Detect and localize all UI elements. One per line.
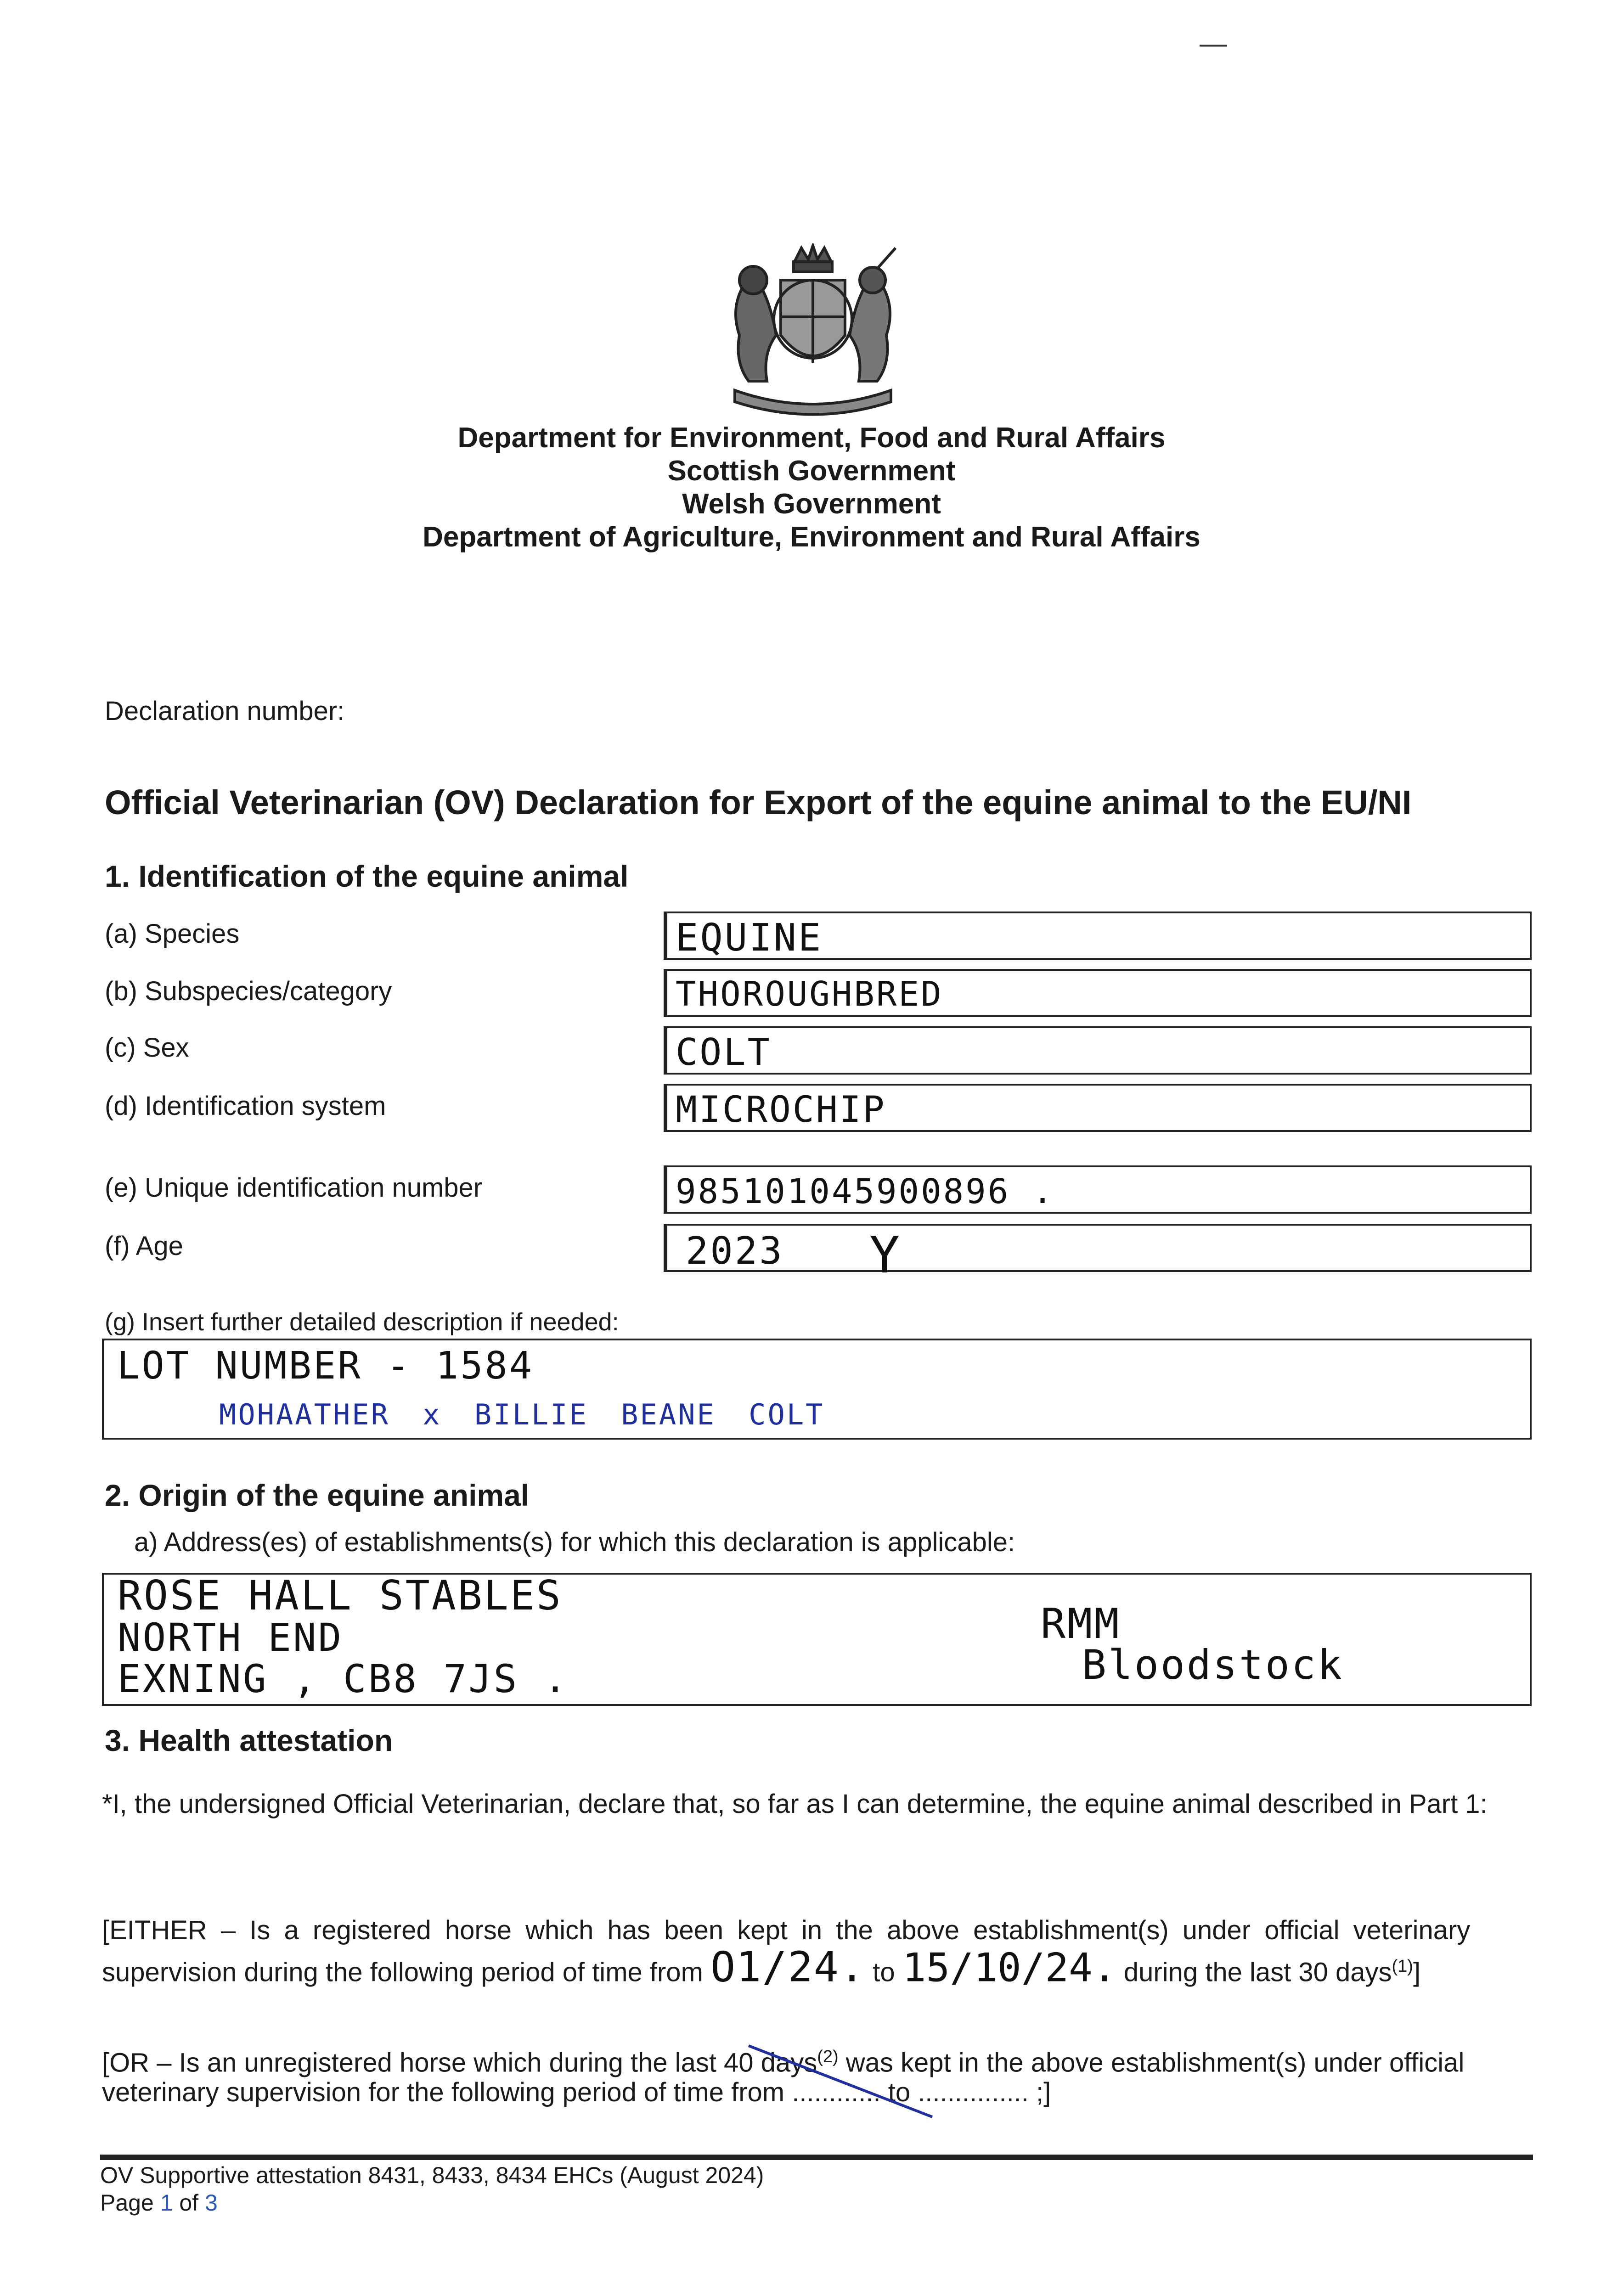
either-from-date: O1/24.	[710, 1943, 866, 1992]
section-3-heading: 3. Health attestation	[105, 1723, 393, 1757]
sex-field[interactable]	[664, 1026, 1532, 1075]
stamp-line-1: RMM	[1041, 1600, 1121, 1648]
either-line-1: [EITHER – Is a registered horse which has been kept in the above establishment(s) under official veterinary	[102, 1915, 1471, 1945]
identification-system-field[interactable]	[664, 1084, 1532, 1132]
or-line-2: veterinary supervision for the following period of time from ............ to ............... ;]	[102, 2077, 1051, 2107]
page-word: Page	[100, 2190, 154, 2216]
sex-label: (c) Sex	[105, 1033, 189, 1063]
further-description-line-1: LOT NUMBER - 1584	[117, 1344, 534, 1388]
sex-value: COLT	[676, 1031, 772, 1074]
unique-id-value: 985101045900896 .	[676, 1172, 1055, 1211]
department-line-4: Department of Agriculture, Environment and Rural Affairs	[423, 521, 1200, 553]
address-line-2: NORTH END	[118, 1615, 344, 1660]
section-1-heading: 1. Identification of the equine animal	[105, 859, 629, 893]
establishment-address-field[interactable]	[102, 1573, 1532, 1706]
footer-rule	[100, 2155, 1533, 2160]
corner-mark: —	[1200, 28, 1227, 59]
identification-system-value: MICROCHIP	[676, 1089, 886, 1131]
identification-system-label: (d) Identification system	[105, 1091, 386, 1121]
age-label: (f) Age	[105, 1231, 183, 1261]
subspecies-value: THOROUGHBRED	[676, 974, 943, 1014]
either-to-word: to	[873, 1957, 895, 1987]
page-current: 1	[160, 2190, 173, 2216]
strike-through-mark	[739, 2039, 941, 2122]
page-of-word: of	[179, 2190, 199, 2216]
age-field[interactable]	[664, 1224, 1532, 1284]
species-value: EQUINE	[676, 916, 823, 960]
species-label: (a) Species	[105, 919, 240, 949]
age-value: 2023	[686, 1229, 784, 1273]
section-2-heading: 2. Origin of the equine animal	[105, 1478, 530, 1512]
establishment-address-label: a) Address(es) of establishments(s) for which this declaration is applicable:	[134, 1527, 1015, 1557]
address-line-3: EXNING , CB8 7JS .	[118, 1656, 569, 1701]
footer-line: OV Supportive attestation 8431, 8433, 8434 EHCs (August 2024)	[100, 2162, 764, 2188]
main-title: Official Veterinarian (OV) Declaration for Export of the equine animal to the EU/NI	[105, 783, 1412, 822]
department-line-1: Department for Environment, Food and Rural Affairs	[457, 422, 1166, 454]
page-total: 3	[205, 2190, 218, 2216]
unique-id-field[interactable]	[664, 1165, 1532, 1214]
department-line-3: Welsh Government	[682, 488, 941, 520]
or-footnote-ref: (2)	[817, 2047, 839, 2066]
either-period-text: during the last 30 days	[1123, 1957, 1392, 1987]
department-line-2: Scottish Government	[667, 455, 956, 487]
further-description-line-2: MOHAATHER x BILLIE BEANE COLT	[219, 1398, 825, 1431]
either-closing-bracket: ]	[1413, 1957, 1421, 1987]
species-field[interactable]	[664, 912, 1532, 960]
address-line-1: ROSE HALL STABLES	[118, 1572, 563, 1619]
subspecies-field[interactable]	[664, 969, 1532, 1017]
either-footnote-ref: (1)	[1392, 1957, 1413, 1976]
further-description-label: (g) Insert further detailed description if needed:	[105, 1308, 619, 1336]
either-to-date: 15/10/24.	[902, 1945, 1116, 1991]
or-kept-text: was kept in the above establishment(s) under official	[845, 2048, 1465, 2078]
either-line-2	[102, 1943, 1421, 1992]
attestation-intro: *I, the undersigned Official Veterinarian, declare that, so far as I can determine, the equine animal described in Part 1:	[102, 1789, 1488, 1819]
age-mark: Y	[869, 1226, 902, 1284]
either-supervision-text: supervision during the following period of time from	[102, 1957, 703, 1987]
footer-page-number	[100, 2189, 218, 2216]
royal-coat-of-arms-icon	[716, 243, 909, 418]
unique-id-label: (e) Unique identification number	[105, 1173, 483, 1203]
further-description-field[interactable]	[102, 1339, 1532, 1440]
declaration-number-label: Declaration number:	[105, 696, 345, 726]
stamp-line-2: Bloodstock	[1082, 1641, 1344, 1688]
subspecies-label: (b) Subspecies/category	[105, 976, 392, 1006]
or-intro-text: [OR – Is an unregistered horse which during the last 40 days	[102, 2048, 817, 2078]
